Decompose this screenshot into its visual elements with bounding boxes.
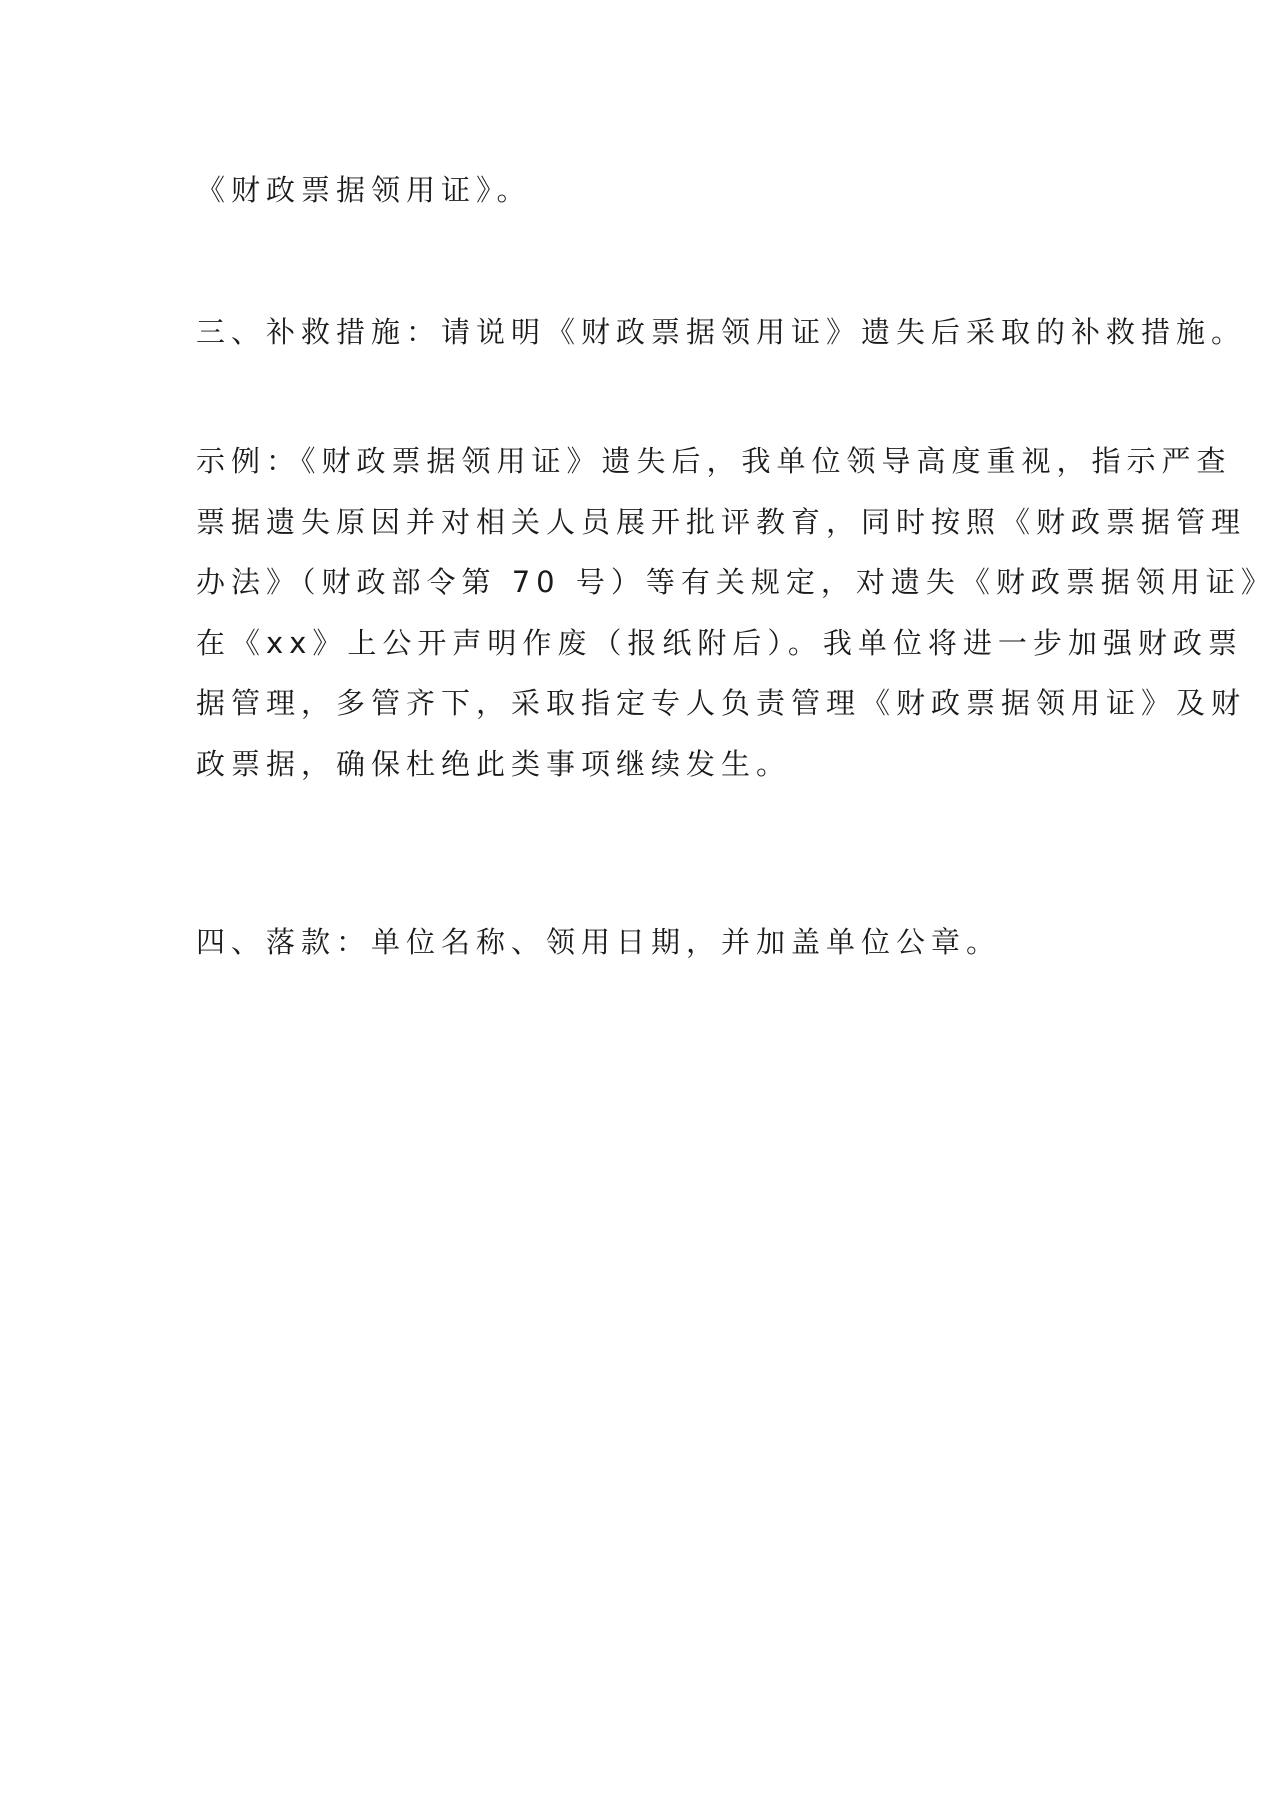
text-line: 据管理，多管齐下，采取指定专人负责管理《财政票据领用证》及财 (196, 686, 1247, 720)
text-line: 《财政票据领用证》。 (196, 173, 532, 207)
section-3-remedial-measures-heading (196, 302, 1247, 363)
text-line: 示例：《财政票据领用证》遗失后，我单位领导高度重视，指示严查 (196, 444, 1232, 478)
text-line: 在《xx》上公开声明作废（报纸附后）。我单位将进一步加强财政票 (196, 625, 1243, 660)
section-4-signature-heading (196, 912, 1088, 973)
text-line: 票据遗失原因并对相关人员展开批评教育，同时按照《财政票据管理 (196, 504, 1247, 539)
text-line: 办法》（财政部令第 70 号）等有关规定，对遗失《财政票据领用证》 (196, 565, 1276, 599)
text-line: 政票据，确保杜绝此类事项继续发生。 (196, 746, 792, 781)
text-line: 三、补救措施：请说明《财政票据领用证》遗失后采取的补救措施。 (196, 315, 1247, 349)
paragraph-example (196, 431, 1276, 794)
paragraph-continuation (196, 160, 1088, 221)
text-line: 四、落款：单位名称、领用日期，并加盖单位公章。 (196, 925, 1002, 959)
